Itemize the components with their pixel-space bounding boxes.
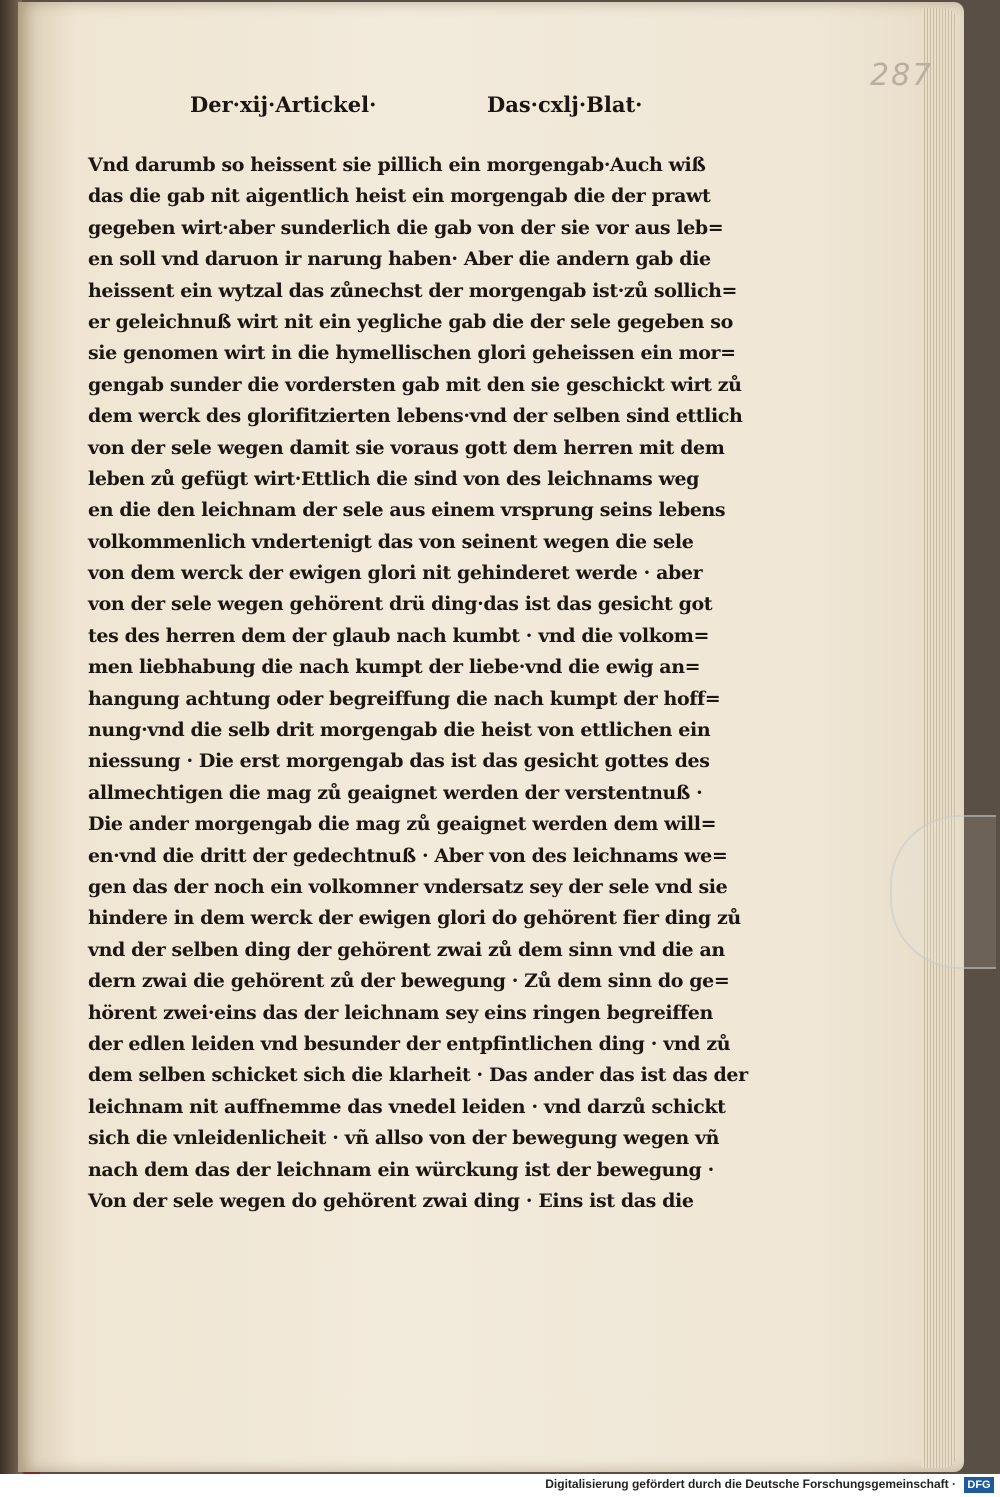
text-line: Von der sele wegen do gehörent zwai ding · Eins ist das die	[88, 1189, 694, 1212]
text-line: dem werck des glorifitzierten lebens·vnd der selben sind ettlich	[88, 405, 743, 428]
text-line: das die gab nit aigentlich heist ein morgengab die der prawt	[88, 185, 711, 208]
dfg-logo[interactable]: DFG	[964, 1477, 994, 1493]
footer-bar	[0, 1474, 1000, 1497]
text-line: en die den leichnam der sele aus einem vrsprung seins lebens	[88, 499, 726, 522]
text-line: gen das der noch ein volkomner vndersatz sey der sele vnd sie	[88, 875, 728, 898]
text-line: hörent zwei·eins das der leichnam sey eins ringen begreiffen	[88, 1001, 713, 1024]
text-line: leben zů gefügt wirt·Ettlich die sind von des leichnams weg	[88, 467, 700, 490]
folio-number: 287	[870, 58, 934, 93]
text-line: volkommenlich vndertenigt das von seinent wegen die sele	[88, 530, 694, 553]
text-line: sich die vnleidenlicheit · vñ allso von der bewegung wegen vñ	[88, 1127, 720, 1150]
text-line: nach dem das der leichnam ein würckung ist der bewegung ·	[88, 1158, 714, 1181]
text-line: heissent ein wytzal das zůnechst der morgengab ist·zů sollich=	[88, 279, 738, 302]
text-line: vnd der selben ding der gehörent zwai zů dem sinn vnd die an	[88, 938, 725, 961]
text-line: Vnd darumb so heissent sie pillich ein morgengab·Auch wiß	[88, 154, 706, 176]
text-line: niessung · Die erst morgengab das ist das gesicht gottes des	[88, 750, 710, 773]
text-line: allmechtigen die mag zů geaignet werden der verstentnuß ·	[88, 781, 703, 804]
text-line: leichnam nit auffnemme das vnedel leiden · vnd darzů schickt	[88, 1095, 726, 1118]
text-line: hangung achtung oder begreiffung die nach kumpt der hoff=	[88, 687, 721, 710]
text-line: er geleichnuß wirt nit ein yegliche gab die der sele gegeben so	[88, 310, 733, 333]
text-line: gengab sunder die vordersten gab mit den sie geschickt wirt zů	[88, 373, 742, 396]
text-block	[88, 150, 748, 1217]
text-line: nung·vnd die selb drit morgengab die heist von ettlichen ein	[88, 719, 711, 742]
text-line: von der sele wegen gehörent drü ding·das ist das gesicht got	[88, 593, 713, 616]
text-line: gegeben wirt·aber sunderlich die gab von der sie vor aus leb=	[88, 216, 724, 239]
text-line: en soll vnd daruon ir narung haben· Aber die andern gab die	[88, 248, 711, 271]
page-edges	[922, 8, 956, 1468]
running-header-left: Der·xij·Artickel·	[190, 92, 377, 117]
text-line: dem selben schicket sich die klarheit · Das ander das ist das der	[88, 1064, 748, 1087]
text-line: sie genomen wirt in die hymellischen glori geheissen ein mor=	[88, 342, 736, 365]
text-line: der edlen leiden vnd besunder der entpfintlichen ding · vnd zů	[88, 1032, 731, 1055]
text-line: von dem werck der ewigen glori nit gehinderet werde · aber	[88, 562, 703, 585]
text-line: hindere in dem werck der ewigen glori do gehörent fier ding zů	[88, 907, 741, 930]
text-line: dern zwai die gehörent zů der bewegung · Zů dem sinn do ge=	[88, 970, 730, 993]
text-line: tes des herren dem der glaub nach kumbt · vnd die volkom=	[88, 624, 709, 647]
text-line: Die ander morgengab die mag zů geaignet werden dem will=	[88, 813, 717, 836]
running-header-right: Das·cxlj·Blat·	[487, 92, 643, 117]
footer-credit: Digitalisierung gefördert durch die Deutsche Forschungsgemeinschaft ·	[545, 1477, 956, 1491]
text-line: en·vnd die dritt der gedechtnuß · Aber von des leichnams we=	[88, 844, 728, 867]
text-line: von der sele wegen damit sie voraus gott dem herren mit dem	[88, 436, 725, 459]
text-line: men liebhabung die nach kumpt der liebe·vnd die ewig an=	[88, 656, 701, 679]
